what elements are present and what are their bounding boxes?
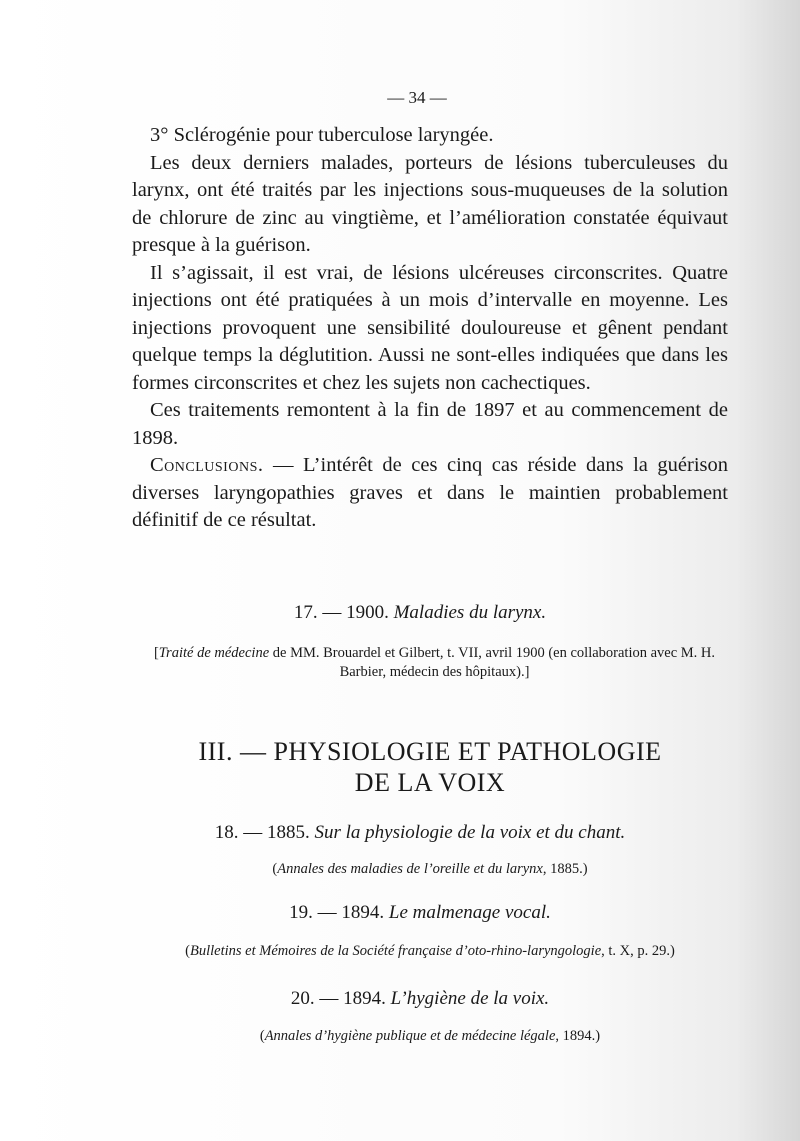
conclusion-paragraph bbox=[132, 452, 728, 535]
entry-title: Maladies du larynx. bbox=[393, 602, 547, 623]
entry-title: L’hygiène de la voix. bbox=[390, 988, 550, 1009]
entry-19-title bbox=[0, 902, 800, 924]
entry-number: 20. — 1894. bbox=[290, 988, 391, 1009]
main-text bbox=[132, 122, 728, 535]
entry-number: 17. — 1900. bbox=[293, 602, 394, 623]
section-heading-line1: III. — PHYSIOLOGIE ET PATHOLOGIE bbox=[198, 737, 662, 766]
entry-17-title bbox=[0, 602, 800, 624]
page-number: — 34 — bbox=[387, 88, 447, 107]
note-source: Traité de médecine bbox=[158, 645, 270, 661]
entry-title: Le malmenage vocal. bbox=[388, 902, 551, 923]
conclusion-text: — L’intérêt de ces cinq cas réside dans la guérison diverses laryngopathies graves et dans le maintien probablement définitif de ce résultat. bbox=[132, 454, 728, 531]
section-heading-line2: DE LA VOIX bbox=[354, 768, 506, 797]
note-source: Bulletins et Mémoires de la Société française d’oto-rhino-laryngologie bbox=[189, 943, 602, 959]
entry-number: 19. — 1894. bbox=[289, 902, 389, 923]
entry-18-title bbox=[0, 822, 800, 844]
paragraph: Il s’agissait, il est vrai, de lésions ulcéreuses circonscrites. Quatre injections ont été pratiquées à un mois d’intervalle en moyenne. Les injections provoquent une sensibilité douloureuse et gênent pendant quelque temps la déglutition. Aussi ne sont-elles indiquées que dans les formes circonscrites et chez les sujets non cachectiques. bbox=[132, 261, 728, 394]
entry-number: 18. — 1885. bbox=[214, 822, 315, 843]
paragraph: Les deux derniers malades, porteurs de lésions tuberculeuses du larynx, ont été traités par les injections sous-muqueuses de la solution de chlorure de zinc au vingtième, et l’amélioration constatée équivaut presque à la guérison. bbox=[132, 151, 728, 256]
paragraph: Ces traitements remontent à la fin de 1897 et au commencement de 1898. bbox=[132, 399, 728, 449]
entry-18-note: (Annales des maladies de l’oreille et du larynx, 1885.) bbox=[272, 861, 588, 877]
section-heading bbox=[0, 736, 800, 798]
entry-title: Sur la physiologie de la voix et du chant. bbox=[314, 822, 626, 843]
entry-20-title bbox=[0, 988, 800, 1010]
paragraph-heading: 3° Sclérogénie pour tuberculose laryngée. bbox=[150, 124, 494, 146]
note-source: Annales d’hygiène publique et de médecine légale bbox=[264, 1028, 556, 1044]
entry-19-note: (Bulletins et Mémoires de la Société française d’oto-rhino-laryngologie, t. X, p. 29.) bbox=[185, 943, 675, 959]
entry-17-note: [Traité de médecine de MM. Brouardel et Gilbert, t. VII, avril 1900 (en collaboration avec M. H. Barbier, médecin des hôpitaux).] bbox=[153, 645, 716, 680]
conclusion-label: Conclusions. bbox=[150, 454, 264, 476]
entry-20-note: (Annales d’hygiène publique et de médecine légale, 1894.) bbox=[259, 1028, 601, 1044]
note-source: Annales des maladies de l’oreille et du larynx bbox=[277, 861, 543, 877]
